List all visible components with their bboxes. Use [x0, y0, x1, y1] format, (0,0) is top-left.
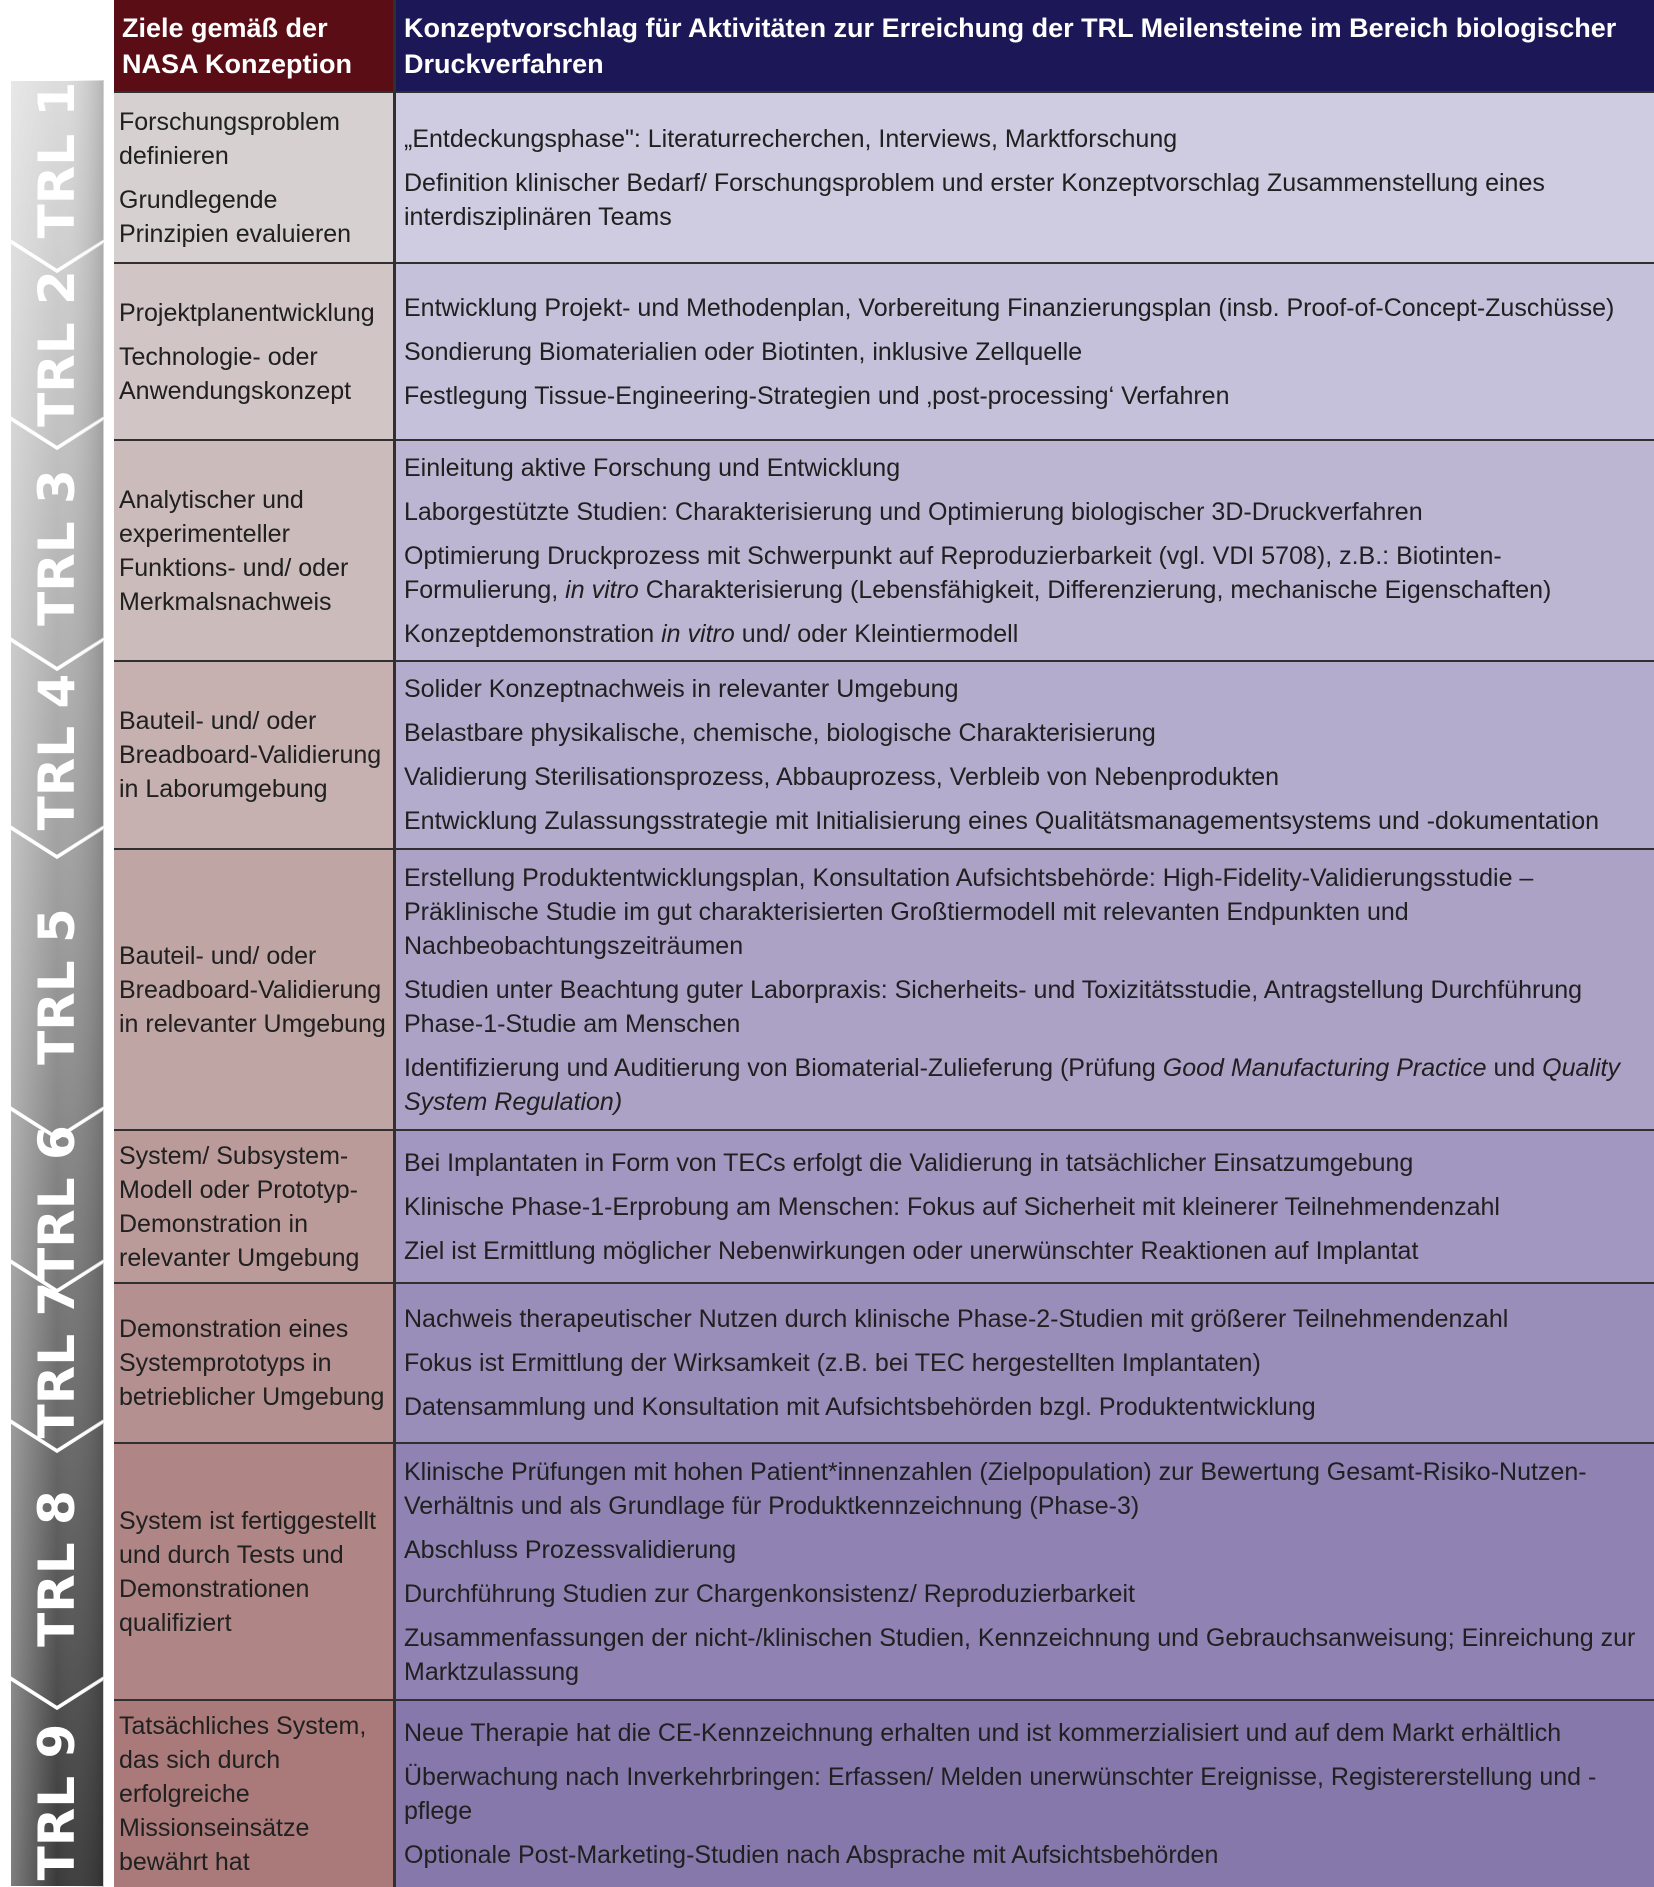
trl-table: [114, 0, 1654, 1887]
activities-cell: [396, 662, 1654, 848]
activity-text: Belastbare physikalische, chemische, biologische Charakterisierung: [404, 719, 1156, 747]
trl-label: TRL 8: [28, 1490, 86, 1647]
activity-text: Optionale Post-Marketing-Studien nach Absprache mit Aufsichtsbehörden: [404, 1841, 1219, 1869]
activities-cell: [396, 1131, 1654, 1282]
goal-text: Analytischer und experimenteller Funktions- und/ oder Merkmalsnachweis: [119, 485, 349, 616]
activity-text: Entwicklung Projekt- und Methodenplan, Vorbereitung Finanzierungsplan (insb. Proof-of-Concept-Zuschüsse): [404, 293, 1615, 322]
trl-label: TRL 9: [28, 1723, 86, 1881]
activity-text: Nachweis therapeutischer Nutzen durch klinische Phase-2-Studien mit größerer Teilnehmendenzahl: [404, 1305, 1509, 1333]
goal-text: Technologie- oder Anwendungskonzept: [119, 342, 352, 405]
activity-text: Studien unter Beachtung guter Laborpraxis: Sicherheits- und Toxizitätsstudie, Antragstellung Durchführung Phase-1-Studie am Menschen: [404, 975, 1583, 1038]
trl-label: TRL 2: [28, 270, 86, 427]
activities-cell: [396, 441, 1654, 660]
goal-cell: [114, 264, 393, 439]
activity-text: Abschluss Prozessvalidierung: [404, 1535, 737, 1564]
activity-text: Validierung Sterilisationsprozess, Abbauprozess, Verbleib von Nebenprodukten: [404, 763, 1280, 791]
trl-label: TRL 1: [28, 81, 86, 239]
activity-text: Überwachung nach Inverkehrbringen: Erfassen/ Melden unerwünschter Ereignisse, Registererstellung und -pflege: [404, 1763, 1597, 1825]
goal-cell: [114, 93, 393, 262]
activity-text: Entwicklung Zulassungsstrategie mit Initialisierung eines Qualitätsmanagementsystems und -dokumentation: [404, 807, 1600, 835]
header-activities: Konzeptvorschlag für Aktivitäten zur Erreichung der TRL Meilensteine im Bereich biologischer Druckverfahren: [396, 0, 1654, 91]
goal-text: System ist fertiggestellt und durch Tests und Demonstrationen qualifiziert: [119, 1506, 377, 1637]
goal-text: Bauteil- und/ oder Breadboard-Validierung in relevanter Umgebung: [119, 941, 386, 1038]
activity-text: Durchführung Studien zur Chargenkonsistenz/ Reproduzierbarkeit: [404, 1579, 1135, 1608]
activity-text: Neue Therapie hat die CE-Kennzeichnung erhalten und ist kommerzialisiert und auf dem Markt erhältlich: [404, 1719, 1562, 1747]
activity-text: Zusammenfassungen der nicht-/klinischen Studien, Kennzeichnung und Gebrauchsanweisung; Einreichung zur Marktzulassung: [404, 1623, 1636, 1686]
activity-text: Definition klinischer Bedarf/ Forschungsproblem und erster Konzeptvorschlag Zusammenstellung eines interdisziplinären Teams: [404, 168, 1545, 231]
activity-text: Ziel ist Ermittlung möglicher Nebenwirkungen oder unerwünschter Reaktionen auf Implantat: [404, 1236, 1419, 1265]
goal-cell: [114, 1444, 393, 1699]
goal-text: Forschungsproblem definieren: [119, 107, 340, 170]
trl-label: TRL 3: [28, 469, 86, 626]
activity-text: Erstellung Produktentwicklungsplan, Konsultation Aufsichtsbehörde: High-Fidelity-Validierungsstudie – Präklinische Studie im gut charakterisierten Großtiermodell mit relevanten Endpunkten und Nachbeobachtungszeiträumen: [404, 863, 1534, 960]
goal-text: System/ Subsystem-Modell oder Prototyp-Demonstration in relevanter Umgebung: [119, 1141, 360, 1272]
activities-cell: [396, 850, 1654, 1129]
trl-label: TRL 7: [28, 1281, 86, 1439]
activity-text: Konzeptdemonstration in vitro und/ oder Kleintiermodell: [404, 619, 1019, 648]
activity-text: Klinische Phase-1-Erprobung am Menschen: Fokus auf Sicherheit mit kleinerer Teilnehmendenzahl: [404, 1192, 1500, 1221]
goal-cell: [114, 1701, 393, 1887]
trl-label: TRL 5: [28, 908, 86, 1065]
trl-label: TRL 4: [28, 673, 86, 831]
activity-text: Fokus ist Ermittlung der Wirksamkeit (z.B. bei TEC hergestellten Implantaten): [404, 1349, 1261, 1377]
activities-cell: [396, 1284, 1654, 1442]
activity-text: Identifizierung und Auditierung von Biomaterial-Zulieferung (Prüfung Good Manufacturing Practice und Quality System Regulation): [404, 1053, 1620, 1116]
goal-text: Grundlegende Prinzipien evaluieren: [119, 185, 352, 248]
goal-cell: [114, 1131, 393, 1282]
activity-text: Einleitung aktive Forschung und Entwicklung: [404, 453, 901, 482]
goal-cell: [114, 850, 393, 1129]
activities-cell: [396, 93, 1654, 262]
activity-text: Datensammlung und Konsultation mit Aufsichtsbehörden bzgl. Produktentwicklung: [404, 1393, 1316, 1421]
activity-text: Laborgestützte Studien: Charakterisierung und Optimierung biologischer 3D-Druckverfahren: [404, 497, 1423, 526]
activity-text: Bei Implantaten in Form von TECs erfolgt die Validierung in tatsächlicher Einsatzumgebung: [404, 1148, 1414, 1177]
goal-text: Tatsächliches System, das sich durch erfolgreiche Missionseinsätze bewährt hat: [119, 1712, 367, 1876]
trl-chevron-column: [0, 0, 114, 1887]
activity-text: Festlegung Tissue-Engineering-Strategien und ‚post-processing‘ Verfahren: [404, 381, 1230, 410]
goal-cell: [114, 441, 393, 660]
activity-text: Sondierung Biomaterialien oder Biotinten, inklusive Zellquelle: [404, 337, 1083, 366]
header-nasa-goals: Ziele gemäß der NASA Konzeption: [114, 0, 393, 91]
activity-text: Klinische Prüfungen mit hohen Patient*innenzahlen (Zielpopulation) zur Bewertung Gesamt-Risiko-Nutzen-Verhältnis und als Grundlage für Produktkennzeichnung (Phase-3): [404, 1457, 1587, 1520]
activity-text: Optimierung Druckprozess mit Schwerpunkt auf Reproduzierbarkeit (vgl. VDI 5708), z.B.: Biotinten-Formulierung, in vitro Charakterisierung (Lebensfähigkeit, Differenzierung, mechanische Eigenschaften): [404, 541, 1552, 604]
activity-text: Solider Konzeptnachweis in relevanter Umgebung: [404, 675, 959, 703]
activities-cell: [396, 1444, 1654, 1699]
activities-cell: [396, 264, 1654, 439]
goal-text: Demonstration eines Systemprototyps in betrieblicher Umgebung: [119, 1315, 385, 1411]
goal-text: Projektplanentwicklung: [119, 298, 375, 327]
goal-cell: [114, 1284, 393, 1442]
activity-text: „Entdeckungsphase": Literaturrecherchen, Interviews, Marktforschung: [404, 124, 1178, 153]
goal-text: Bauteil- und/ oder Breadboard-Validierung in Laborumgebung: [119, 707, 382, 803]
activities-cell: [396, 1701, 1654, 1887]
trl-label: TRL 6: [28, 1125, 86, 1282]
goal-cell: [114, 662, 393, 848]
